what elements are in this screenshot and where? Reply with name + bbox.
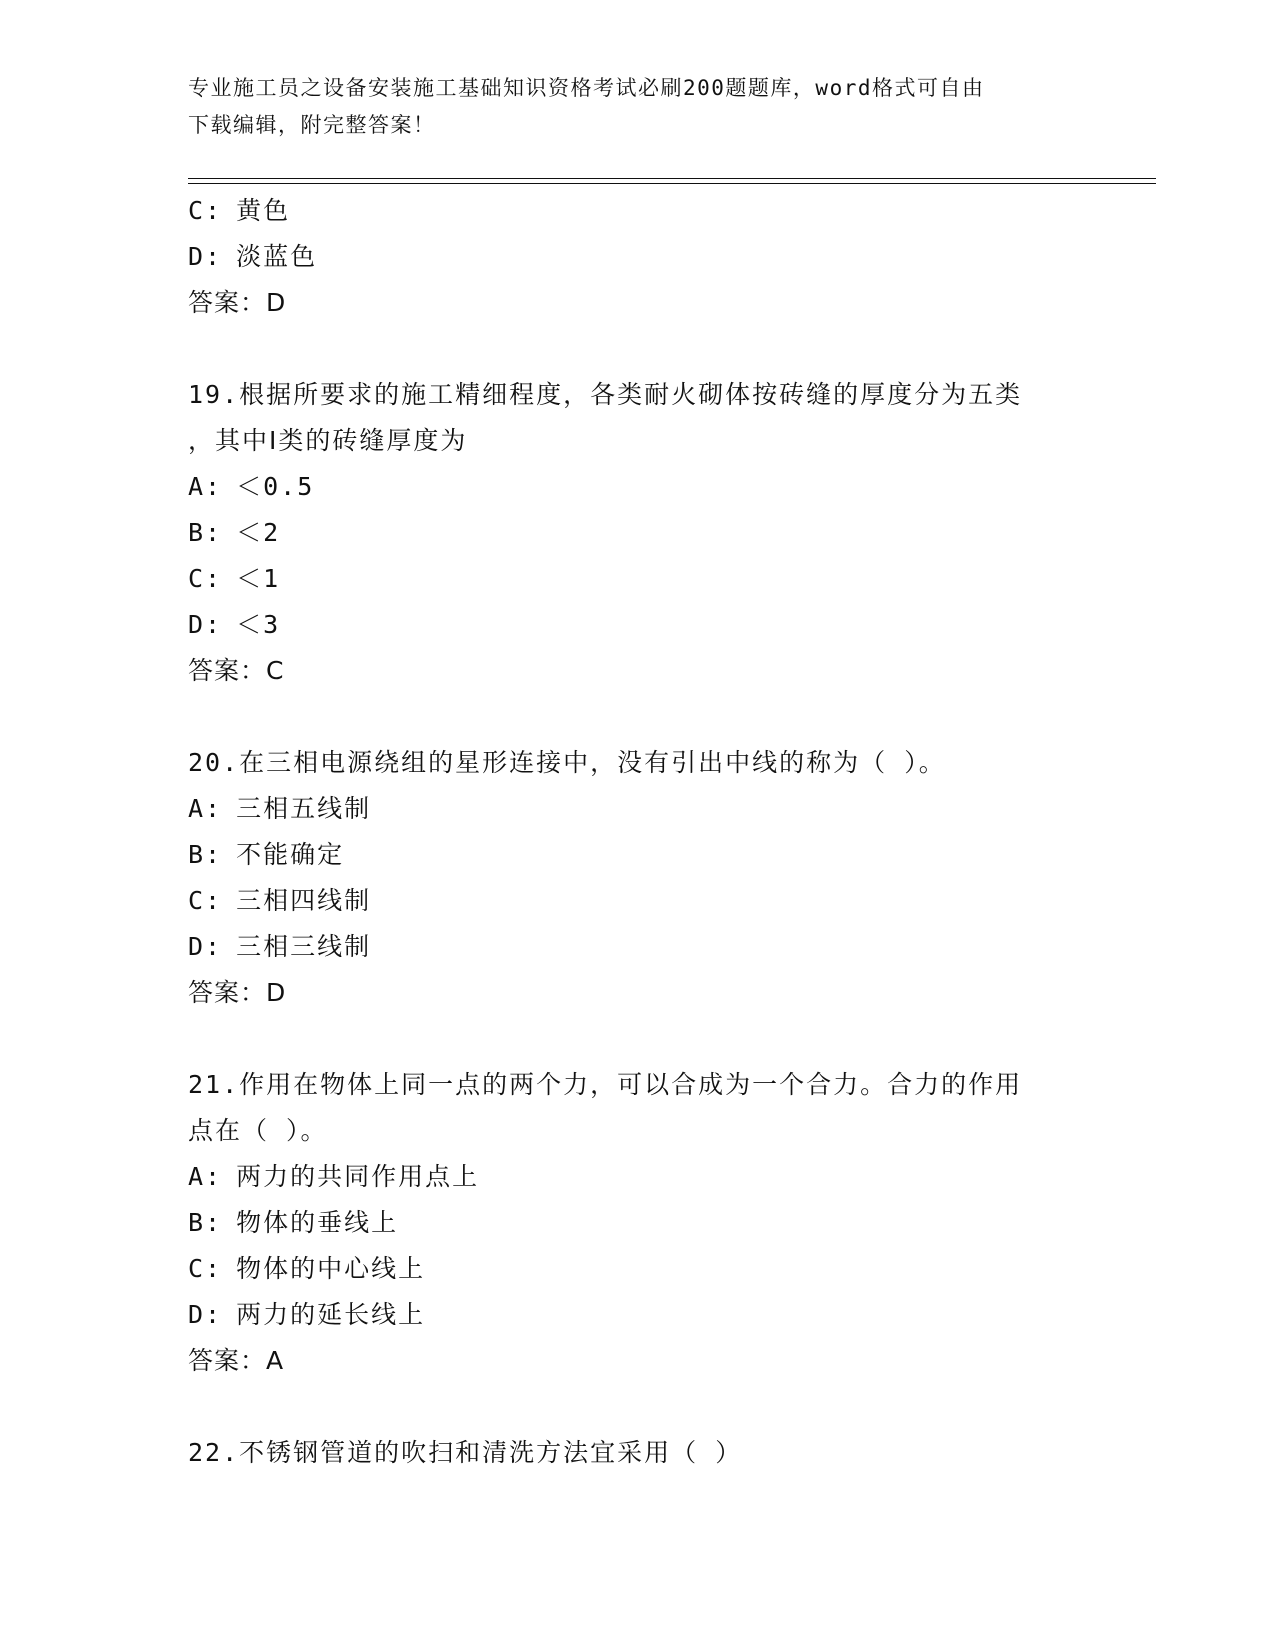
question-stem: 21.作用在物体上同一点的两个力，可以合成为一个合力。合力的作用	[188, 1070, 1023, 1099]
header-line-2: 下载编辑，附完整答案！	[188, 113, 436, 137]
option-text: 物体的中心线上	[236, 1254, 426, 1283]
option-label: D:	[188, 932, 223, 961]
option-text: 两力的延长线上	[236, 1300, 426, 1329]
question-20	[188, 740, 1148, 1016]
answer-line: 答案：D	[188, 978, 287, 1007]
option-a	[188, 786, 1148, 832]
option-label: C:	[188, 564, 223, 593]
option-label: C:	[188, 886, 223, 915]
option-text: ＜1	[236, 564, 281, 593]
option-b	[188, 510, 1148, 556]
question-stem: 点在（ ）。	[188, 1116, 328, 1145]
answer-line: 答案：D	[188, 288, 287, 317]
question-list	[188, 188, 1148, 1476]
option-d	[188, 924, 1148, 970]
option-text: 不能确定	[236, 840, 345, 869]
option-a	[188, 1154, 1148, 1200]
question-stem: 19.根据所要求的施工精细程度，各类耐火砌体按砖缝的厚度分为五类	[188, 380, 1023, 409]
option-label: D:	[188, 242, 223, 271]
option-label: C:	[188, 196, 223, 225]
option-text: 淡蓝色	[236, 242, 318, 271]
spacer	[188, 694, 1148, 740]
option-text: ＜3	[236, 610, 281, 639]
option-c	[188, 1246, 1148, 1292]
option-text: 三相四线制	[236, 886, 372, 915]
option-b	[188, 1200, 1148, 1246]
question-stem: 20.在三相电源绕组的星形连接中，没有引出中线的称为（ ）。	[188, 748, 946, 777]
question-18-tail	[188, 188, 1148, 326]
option-label: B:	[188, 518, 223, 547]
option-label: B:	[188, 840, 223, 869]
option-label: D:	[188, 1300, 223, 1329]
question-19	[188, 372, 1148, 694]
option-text: 三相五线制	[236, 794, 372, 823]
question-stem: 22.不锈钢管道的吹扫和清洗方法宜采用（ ）	[188, 1438, 743, 1467]
option-label: A:	[188, 472, 223, 501]
option-text: 两力的共同作用点上	[236, 1162, 480, 1191]
option-a	[188, 464, 1148, 510]
option-text: ＜2	[236, 518, 281, 547]
option-label: A:	[188, 1162, 223, 1191]
option-label: B:	[188, 1208, 223, 1237]
option-b	[188, 832, 1148, 878]
option-d	[188, 602, 1148, 648]
header-divider-top	[188, 178, 1156, 179]
question-stem: ，其中Ⅰ类的砖缝厚度为	[188, 426, 468, 455]
question-22	[188, 1430, 1148, 1476]
header-line-1: 专业施工员之设备安装施工基础知识资格考试必刷200题题库，word格式可自由	[188, 76, 985, 100]
option-text: 物体的垂线上	[236, 1208, 399, 1237]
option-label: D:	[188, 610, 223, 639]
answer-line: 答案：A	[188, 1346, 285, 1375]
answer-line: 答案：C	[188, 656, 285, 685]
option-text: 三相三线制	[236, 932, 372, 961]
question-21	[188, 1062, 1148, 1384]
option-text: 黄色	[236, 196, 291, 225]
option-d	[188, 1292, 1148, 1338]
option-c	[188, 556, 1148, 602]
spacer	[188, 1384, 1148, 1430]
option-text: ＜0.5	[236, 472, 315, 501]
spacer	[188, 326, 1148, 372]
spacer	[188, 1016, 1148, 1062]
option-d	[188, 234, 1148, 280]
document-header	[188, 70, 1088, 144]
option-label: A:	[188, 794, 223, 823]
option-label: C:	[188, 1254, 223, 1283]
option-c	[188, 188, 1148, 234]
option-c	[188, 878, 1148, 924]
header-divider-bottom	[188, 183, 1156, 184]
